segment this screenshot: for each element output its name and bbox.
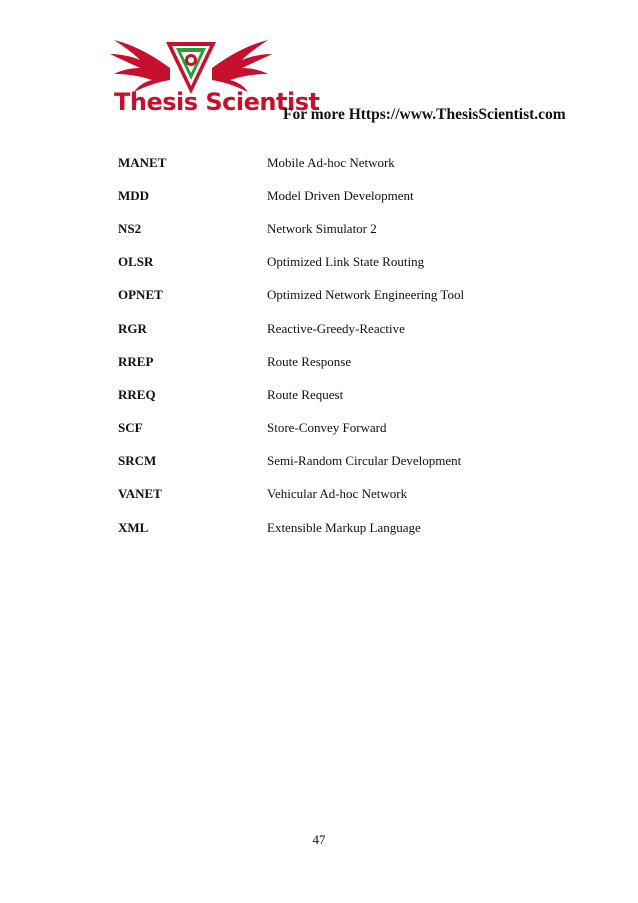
list-item (118, 378, 538, 411)
list-item (118, 146, 538, 179)
abbreviation-list (118, 146, 538, 544)
list-item (118, 445, 538, 478)
list-item (118, 312, 538, 345)
abbreviation-definition: Optimized Link State Routing (267, 254, 425, 270)
abbreviation-definition: Model Driven Development (267, 187, 414, 203)
list-item (118, 478, 538, 511)
abbreviation-term: RGR (118, 320, 147, 336)
list-item (118, 246, 538, 279)
logo-wordmark: Thesis Scientist (114, 88, 320, 116)
abbreviation-definition: Store-Convey Forward (267, 420, 387, 436)
abbreviation-definition: Network Simulator 2 (267, 220, 377, 236)
list-item (118, 511, 538, 544)
abbreviation-definition: Semi-Random Circular Development (267, 453, 462, 469)
abbreviation-term: VANET (118, 486, 162, 502)
abbreviation-term: XML (118, 519, 149, 535)
abbreviation-term: SCF (118, 420, 143, 436)
page-number: 47 (312, 832, 326, 847)
abbreviation-definition: Route Request (267, 386, 344, 402)
list-item (118, 179, 538, 212)
list-item (118, 212, 538, 245)
abbreviation-term: RREQ (118, 386, 156, 402)
abbreviation-definition: Route Response (267, 353, 352, 369)
website-link[interactable]: For more Https://www.ThesisScientist.com (283, 106, 566, 123)
list-item (118, 412, 538, 445)
abbreviation-term: RREP (118, 353, 154, 369)
abbreviation-definition: Optimized Network Engineering Tool (267, 287, 465, 303)
abbreviation-definition: Reactive-Greedy-Reactive (267, 320, 405, 336)
abbreviation-term: MDD (118, 187, 150, 203)
abbreviation-term: NS2 (118, 220, 142, 236)
list-item (118, 279, 538, 312)
list-item (118, 345, 538, 378)
abbreviation-definition: Mobile Ad-hoc Network (267, 154, 395, 170)
abbreviation-term: OLSR (118, 254, 154, 270)
abbreviation-term: SRCM (118, 453, 157, 469)
abbreviation-term: MANET (118, 154, 167, 170)
abbreviation-term: OPNET (118, 287, 163, 303)
abbreviation-definition: Vehicular Ad-hoc Network (267, 486, 408, 502)
abbreviation-definition: Extensible Markup Language (267, 519, 421, 535)
thesis-scientist-logo (108, 28, 320, 124)
